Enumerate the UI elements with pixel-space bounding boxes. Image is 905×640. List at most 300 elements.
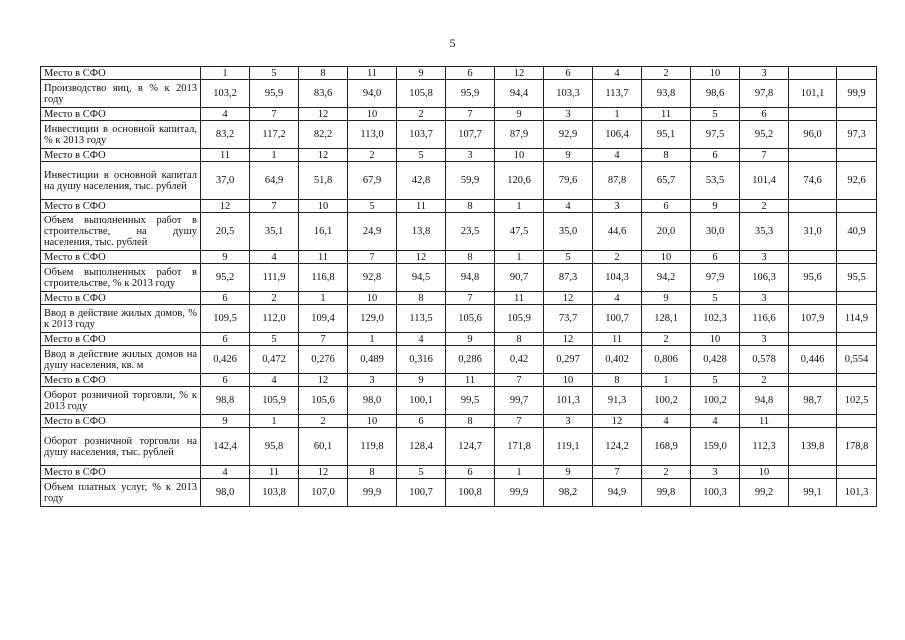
value-cell: 103,8 (250, 479, 299, 507)
value-cell: 74,6 (789, 162, 837, 200)
rank-cell (789, 292, 837, 305)
rank-cell (789, 333, 837, 346)
rank-cell: 3 (740, 67, 789, 80)
rank-cell: 11 (495, 292, 544, 305)
rank-cell (789, 108, 837, 121)
value-cell: 94,4 (495, 80, 544, 108)
rank-cell: 6 (740, 108, 789, 121)
value-cell: 101,3 (837, 479, 877, 507)
value-cell: 95,2 (201, 264, 250, 292)
indicator-label: Ввод в действие жилых домов на душу населения, кв. м (41, 346, 201, 374)
value-cell: 112,3 (740, 428, 789, 466)
indicator-label: Инвестиции в основной капитал, % к 2013 году (41, 121, 201, 149)
rank-cell: 12 (299, 108, 348, 121)
value-cell: 95,9 (250, 80, 299, 108)
value-cell: 0,489 (348, 346, 397, 374)
rank-cell: 10 (348, 292, 397, 305)
rank-cell: 1 (348, 333, 397, 346)
value-cell: 104,3 (593, 264, 642, 292)
value-cell: 99,9 (348, 479, 397, 507)
value-cell: 92,6 (837, 162, 877, 200)
rank-cell: 11 (348, 67, 397, 80)
rank-label: Место в СФО (41, 108, 201, 121)
value-cell: 99,5 (446, 387, 495, 415)
rank-cell: 8 (593, 374, 642, 387)
value-cell: 99,7 (495, 387, 544, 415)
value-cell: 79,6 (544, 162, 593, 200)
value-cell: 95,6 (789, 264, 837, 292)
value-cell: 82,2 (299, 121, 348, 149)
value-cell: 105,9 (495, 305, 544, 333)
page-number: 5 (449, 36, 456, 50)
rank-cell: 7 (299, 333, 348, 346)
rank-cell: 6 (201, 292, 250, 305)
rank-cell: 9 (544, 466, 593, 479)
value-cell: 100,7 (593, 305, 642, 333)
rank-cell: 4 (201, 108, 250, 121)
value-cell: 0,316 (397, 346, 446, 374)
value-cell: 0,42 (495, 346, 544, 374)
value-cell: 20,5 (201, 213, 250, 251)
value-cell: 117,2 (250, 121, 299, 149)
rank-cell: 9 (397, 67, 446, 80)
value-cell: 95,5 (837, 264, 877, 292)
rank-cell: 11 (250, 466, 299, 479)
value-cell: 35,1 (250, 213, 299, 251)
rank-cell (837, 200, 877, 213)
value-cell: 109,5 (201, 305, 250, 333)
rank-cell: 4 (397, 333, 446, 346)
value-cell: 107,0 (299, 479, 348, 507)
rank-cell (789, 67, 837, 80)
value-cell: 90,7 (495, 264, 544, 292)
rank-cell: 10 (642, 251, 691, 264)
rank-row (41, 251, 877, 264)
rank-cell: 11 (593, 333, 642, 346)
rank-cell: 5 (544, 251, 593, 264)
rank-cell: 1 (495, 251, 544, 264)
rank-label: Место в СФО (41, 67, 201, 80)
value-cell: 114,9 (837, 305, 877, 333)
value-cell: 178,8 (837, 428, 877, 466)
rank-cell: 2 (642, 466, 691, 479)
rank-cell: 6 (691, 149, 740, 162)
rank-cell: 8 (397, 292, 446, 305)
rank-cell: 4 (250, 251, 299, 264)
rank-cell: 9 (201, 415, 250, 428)
rank-cell: 10 (348, 108, 397, 121)
value-cell: 113,7 (593, 80, 642, 108)
value-cell: 102,5 (837, 387, 877, 415)
value-cell: 103,2 (201, 80, 250, 108)
rank-cell (837, 415, 877, 428)
value-cell: 99,2 (740, 479, 789, 507)
rank-cell: 5 (348, 200, 397, 213)
rank-cell (789, 415, 837, 428)
rank-cell: 6 (397, 415, 446, 428)
indicator-row (41, 213, 877, 251)
value-cell: 35,0 (544, 213, 593, 251)
rank-cell: 10 (299, 200, 348, 213)
rank-cell: 10 (495, 149, 544, 162)
rank-label: Место в СФО (41, 374, 201, 387)
rank-cell: 6 (446, 466, 495, 479)
rank-cell: 6 (544, 67, 593, 80)
rank-cell: 5 (397, 149, 446, 162)
value-cell: 0,426 (201, 346, 250, 374)
value-cell: 91,3 (593, 387, 642, 415)
rank-cell: 8 (446, 200, 495, 213)
indicator-label: Объем выполненных работ в строительстве, % к 2013 году (41, 264, 201, 292)
rank-cell: 9 (691, 200, 740, 213)
value-cell: 95,8 (250, 428, 299, 466)
value-cell: 100,3 (691, 479, 740, 507)
value-cell: 95,2 (740, 121, 789, 149)
rank-cell: 7 (495, 374, 544, 387)
rank-cell (837, 374, 877, 387)
rank-cell: 10 (348, 415, 397, 428)
rank-cell: 6 (201, 374, 250, 387)
rank-cell: 4 (691, 415, 740, 428)
value-cell: 13,8 (397, 213, 446, 251)
rank-cell: 1 (250, 149, 299, 162)
rank-cell: 8 (348, 466, 397, 479)
value-cell: 64,9 (250, 162, 299, 200)
rank-cell (837, 333, 877, 346)
value-cell: 120,6 (495, 162, 544, 200)
value-cell: 20,0 (642, 213, 691, 251)
value-cell: 124,7 (446, 428, 495, 466)
rank-cell: 9 (544, 149, 593, 162)
rank-cell: 10 (691, 333, 740, 346)
indicator-row (41, 121, 877, 149)
rank-label: Место в СФО (41, 251, 201, 264)
rank-cell: 12 (593, 415, 642, 428)
value-cell: 94,2 (642, 264, 691, 292)
indicator-row (41, 479, 877, 507)
rank-cell: 2 (299, 415, 348, 428)
indicator-label: Ввод в действие жилых домов, % к 2013 году (41, 305, 201, 333)
rank-row (41, 415, 877, 428)
value-cell: 87,9 (495, 121, 544, 149)
rank-cell: 2 (642, 67, 691, 80)
value-cell: 94,8 (446, 264, 495, 292)
rank-cell: 9 (642, 292, 691, 305)
rank-cell: 12 (397, 251, 446, 264)
value-cell: 83,2 (201, 121, 250, 149)
rank-row (41, 292, 877, 305)
rank-cell: 4 (544, 200, 593, 213)
value-cell: 116,6 (740, 305, 789, 333)
value-cell: 98,8 (201, 387, 250, 415)
rank-cell: 7 (250, 200, 299, 213)
value-cell: 119,8 (348, 428, 397, 466)
rank-cell (837, 466, 877, 479)
value-cell: 44,6 (593, 213, 642, 251)
rank-row (41, 374, 877, 387)
value-cell: 105,9 (250, 387, 299, 415)
rank-cell: 5 (691, 292, 740, 305)
value-cell: 97,9 (691, 264, 740, 292)
value-cell: 101,3 (544, 387, 593, 415)
value-cell: 96,0 (789, 121, 837, 149)
value-cell: 87,3 (544, 264, 593, 292)
rank-cell: 1 (201, 67, 250, 80)
rank-cell: 7 (495, 415, 544, 428)
value-cell: 94,8 (740, 387, 789, 415)
value-cell: 98,0 (201, 479, 250, 507)
value-cell: 106,4 (593, 121, 642, 149)
rank-cell: 3 (740, 251, 789, 264)
rank-label: Место в СФО (41, 149, 201, 162)
rank-cell: 12 (201, 200, 250, 213)
rank-cell: 8 (299, 67, 348, 80)
rank-cell: 11 (299, 251, 348, 264)
rank-cell: 4 (593, 292, 642, 305)
rank-cell: 1 (495, 200, 544, 213)
rank-cell: 3 (593, 200, 642, 213)
rank-cell: 3 (691, 466, 740, 479)
rank-cell: 12 (495, 67, 544, 80)
value-cell: 47,5 (495, 213, 544, 251)
value-cell: 60,1 (299, 428, 348, 466)
rank-cell: 11 (397, 200, 446, 213)
value-cell: 24,9 (348, 213, 397, 251)
rank-cell: 11 (642, 108, 691, 121)
value-cell: 97,5 (691, 121, 740, 149)
value-cell: 37,0 (201, 162, 250, 200)
value-cell: 168,9 (642, 428, 691, 466)
rank-row (41, 200, 877, 213)
value-cell: 103,3 (544, 80, 593, 108)
rank-cell: 8 (495, 333, 544, 346)
rank-cell: 4 (593, 149, 642, 162)
rank-cell: 11 (446, 374, 495, 387)
value-cell: 94,5 (397, 264, 446, 292)
rank-cell: 5 (250, 333, 299, 346)
rank-cell (837, 149, 877, 162)
rank-cell: 11 (740, 415, 789, 428)
value-cell: 87,8 (593, 162, 642, 200)
rank-cell: 1 (299, 292, 348, 305)
value-cell: 30,0 (691, 213, 740, 251)
rank-cell: 3 (740, 333, 789, 346)
rank-cell (837, 251, 877, 264)
value-cell: 101,4 (740, 162, 789, 200)
rank-cell: 7 (593, 466, 642, 479)
rank-cell: 4 (642, 415, 691, 428)
indicator-row (41, 305, 877, 333)
value-cell: 99,9 (495, 479, 544, 507)
rank-cell (789, 149, 837, 162)
value-cell: 99,8 (642, 479, 691, 507)
rank-cell: 12 (544, 333, 593, 346)
value-cell: 111,9 (250, 264, 299, 292)
value-cell: 40,9 (837, 213, 877, 251)
rank-cell: 7 (348, 251, 397, 264)
value-cell: 95,1 (642, 121, 691, 149)
value-cell: 0,297 (544, 346, 593, 374)
value-cell: 119,1 (544, 428, 593, 466)
value-cell: 0,428 (691, 346, 740, 374)
rank-cell: 5 (250, 67, 299, 80)
rank-cell: 8 (446, 415, 495, 428)
rank-cell: 3 (544, 108, 593, 121)
value-cell: 105,8 (397, 80, 446, 108)
value-cell: 113,5 (397, 305, 446, 333)
rank-cell: 1 (642, 374, 691, 387)
rank-cell: 2 (642, 333, 691, 346)
rank-cell: 1 (250, 415, 299, 428)
value-cell: 0,276 (299, 346, 348, 374)
rank-cell: 2 (250, 292, 299, 305)
value-cell: 103,7 (397, 121, 446, 149)
value-cell: 102,3 (691, 305, 740, 333)
value-cell: 0,806 (642, 346, 691, 374)
rank-cell (837, 67, 877, 80)
value-cell: 0,446 (789, 346, 837, 374)
rank-cell (789, 200, 837, 213)
value-cell: 42,8 (397, 162, 446, 200)
rank-cell (789, 466, 837, 479)
value-cell: 97,8 (740, 80, 789, 108)
value-cell: 31,0 (789, 213, 837, 251)
value-cell: 92,8 (348, 264, 397, 292)
value-cell: 100,8 (446, 479, 495, 507)
rank-cell: 2 (593, 251, 642, 264)
rank-cell: 5 (691, 108, 740, 121)
value-cell: 0,286 (446, 346, 495, 374)
indicator-label: Оборот розничной торговли, % к 2013 году (41, 387, 201, 415)
rank-cell: 7 (250, 108, 299, 121)
value-cell: 116,8 (299, 264, 348, 292)
rank-cell: 3 (348, 374, 397, 387)
rank-cell: 3 (544, 415, 593, 428)
value-cell: 100,7 (397, 479, 446, 507)
indicator-row (41, 162, 877, 200)
rank-cell: 6 (201, 333, 250, 346)
value-cell: 94,0 (348, 80, 397, 108)
indicator-label: Производство яиц, в % к 2013 году (41, 80, 201, 108)
value-cell: 128,4 (397, 428, 446, 466)
indicator-row (41, 428, 877, 466)
value-cell: 35,3 (740, 213, 789, 251)
rank-cell (789, 251, 837, 264)
value-cell: 16,1 (299, 213, 348, 251)
value-cell: 109,4 (299, 305, 348, 333)
value-cell: 51,8 (299, 162, 348, 200)
value-cell: 94,9 (593, 479, 642, 507)
rank-cell: 4 (250, 374, 299, 387)
value-cell: 99,9 (837, 80, 877, 108)
rank-cell: 12 (299, 149, 348, 162)
rank-cell: 1 (593, 108, 642, 121)
rank-row (41, 108, 877, 121)
value-cell: 95,9 (446, 80, 495, 108)
value-cell: 92,9 (544, 121, 593, 149)
value-cell: 107,7 (446, 121, 495, 149)
rank-row (41, 67, 877, 80)
rank-cell: 2 (740, 374, 789, 387)
value-cell: 105,6 (446, 305, 495, 333)
statistics-table (40, 66, 877, 507)
rank-row (41, 333, 877, 346)
rank-cell: 9 (397, 374, 446, 387)
rank-cell: 2 (348, 149, 397, 162)
value-cell: 98,2 (544, 479, 593, 507)
rank-cell (837, 108, 877, 121)
rank-cell: 10 (544, 374, 593, 387)
rank-cell: 12 (544, 292, 593, 305)
value-cell: 101,1 (789, 80, 837, 108)
rank-cell: 6 (691, 251, 740, 264)
value-cell: 112,0 (250, 305, 299, 333)
rank-cell: 8 (446, 251, 495, 264)
rank-cell: 3 (740, 292, 789, 305)
value-cell: 98,6 (691, 80, 740, 108)
rank-cell: 9 (201, 251, 250, 264)
indicator-row (41, 387, 877, 415)
value-cell: 106,3 (740, 264, 789, 292)
value-cell: 100,1 (397, 387, 446, 415)
value-cell: 159,0 (691, 428, 740, 466)
rank-cell: 8 (642, 149, 691, 162)
rank-cell: 10 (740, 466, 789, 479)
value-cell: 23,5 (446, 213, 495, 251)
value-cell: 83,6 (299, 80, 348, 108)
rank-cell: 2 (740, 200, 789, 213)
value-cell: 105,6 (299, 387, 348, 415)
rank-cell: 12 (299, 466, 348, 479)
value-cell: 59,9 (446, 162, 495, 200)
rank-cell: 3 (446, 149, 495, 162)
rank-cell: 7 (446, 108, 495, 121)
rank-cell: 2 (397, 108, 446, 121)
value-cell: 0,402 (593, 346, 642, 374)
rank-row (41, 149, 877, 162)
rank-cell: 9 (495, 108, 544, 121)
rank-label: Место в СФО (41, 466, 201, 479)
value-cell: 0,578 (740, 346, 789, 374)
rank-row (41, 466, 877, 479)
value-cell: 97,3 (837, 121, 877, 149)
rank-label: Место в СФО (41, 200, 201, 213)
rank-label: Место в СФО (41, 292, 201, 305)
value-cell: 53,5 (691, 162, 740, 200)
value-cell: 98,0 (348, 387, 397, 415)
value-cell: 73,7 (544, 305, 593, 333)
value-cell: 99,1 (789, 479, 837, 507)
rank-cell: 7 (446, 292, 495, 305)
indicator-row (41, 264, 877, 292)
rank-label: Место в СФО (41, 415, 201, 428)
value-cell: 0,472 (250, 346, 299, 374)
rank-cell: 5 (397, 466, 446, 479)
rank-cell: 9 (446, 333, 495, 346)
statistics-table-body (41, 67, 877, 507)
rank-cell: 6 (446, 67, 495, 80)
indicator-label: Инвестиции в основной капитал на душу населения, тыс. рублей (41, 162, 201, 200)
indicator-row (41, 80, 877, 108)
rank-cell: 1 (495, 466, 544, 479)
rank-cell: 6 (642, 200, 691, 213)
value-cell: 129,0 (348, 305, 397, 333)
value-cell: 0,554 (837, 346, 877, 374)
value-cell: 98,7 (789, 387, 837, 415)
indicator-row (41, 346, 877, 374)
rank-cell: 12 (299, 374, 348, 387)
value-cell: 100,2 (642, 387, 691, 415)
